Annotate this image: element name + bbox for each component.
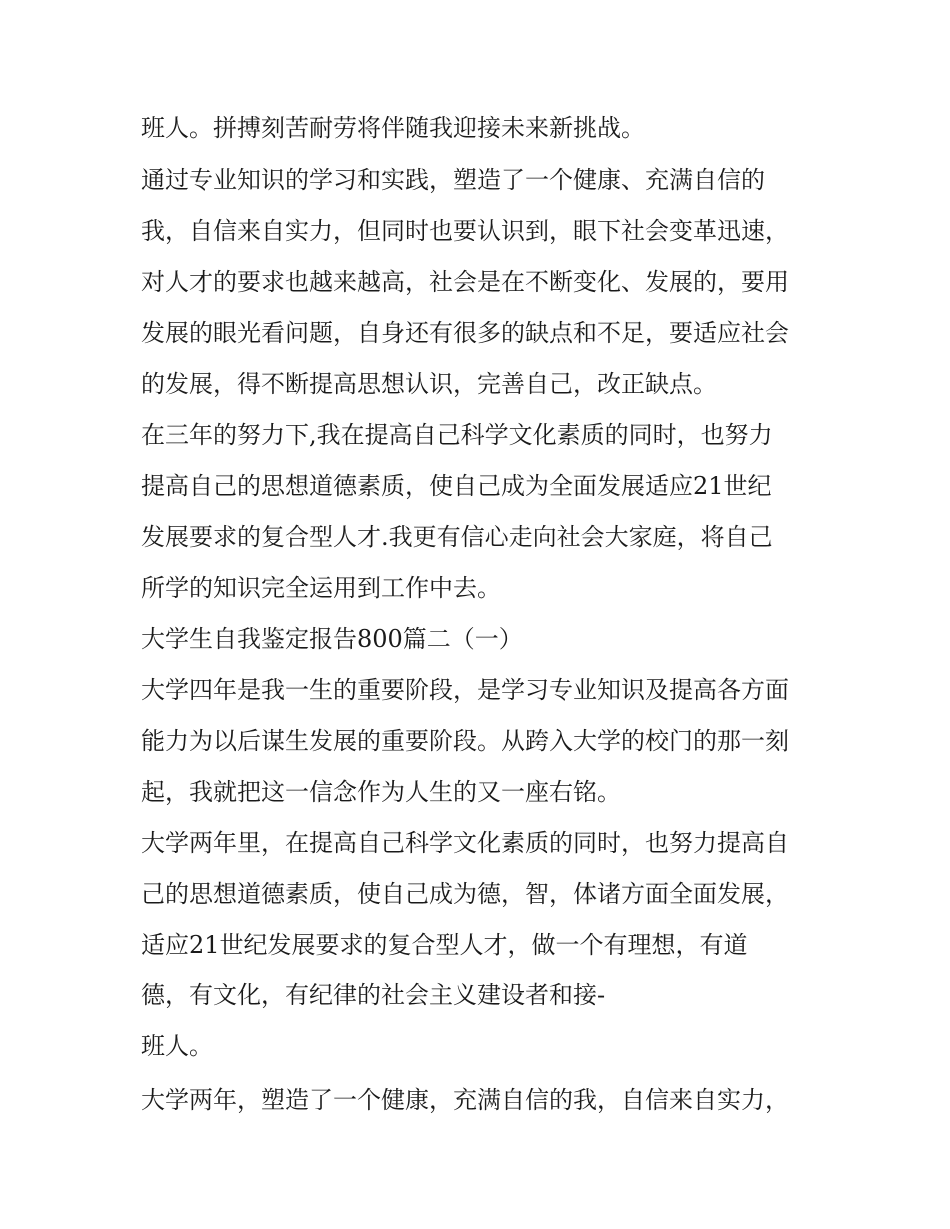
text-line: 发展的眼光看问题，自身还有很多的缺点和不足，要适应社会 — [141, 319, 789, 347]
text-line: 通过专业知识的学习和实践，塑造了一个健康、充满自信的 — [141, 166, 765, 194]
text-line: 对人才的要求也越来越高，社会是在不断变化、发展的，要用 — [141, 268, 789, 296]
text-line: 的发展，得不断提高思想认识，完善自己，改正缺点。 — [141, 370, 717, 398]
text-line: 起，我就把这一信念作为人生的又一座右铭。 — [141, 778, 621, 806]
section-heading: 大学生自我鉴定报告800篇二（一） — [141, 625, 523, 653]
text-line: 提高自己的思想道德素质，使自己成为全面发展适应21世纪 — [141, 472, 772, 500]
text-line: 大学两年里，在提高自己科学文化素质的同时，也努力提高自 — [141, 829, 789, 857]
text-line: 所学的知识完全运用到工作中去。 — [141, 574, 501, 602]
text-line: 己的思想道德素质，使自己成为德，智，体诸方面全面发展， — [141, 880, 789, 908]
text-line: 大学两年，塑造了一个健康，充满自信的我，自信来自实力， — [141, 1086, 789, 1114]
text-line: 德，有文化，有纪律的社会主义建设者和接- — [141, 981, 606, 1009]
text-line: 能力为以后谋生发展的重要阶段。从跨入大学的校门的那一刻 — [141, 727, 789, 755]
text-line: 班人。 — [141, 1032, 213, 1060]
text-line: 适应21世纪发展要求的复合型人才，做一个有理想，有道 — [141, 931, 748, 959]
text-line: 在三年的努力下,我在提高自己科学文化素质的同时，也努力 — [141, 421, 773, 449]
text-line: 我，自信来自实力，但同时也要认识到，眼下社会变革迅速， — [141, 217, 789, 245]
text-line: 发展要求的复合型人才.我更有信心走向社会大家庭，将自己 — [141, 523, 773, 551]
text-line: 班人。拼搏刻苦耐劳将伴随我迎接未来新挑战。 — [141, 114, 645, 142]
text-line: 大学四年是我一生的重要阶段，是学习专业知识及提高各方面 — [141, 676, 789, 704]
